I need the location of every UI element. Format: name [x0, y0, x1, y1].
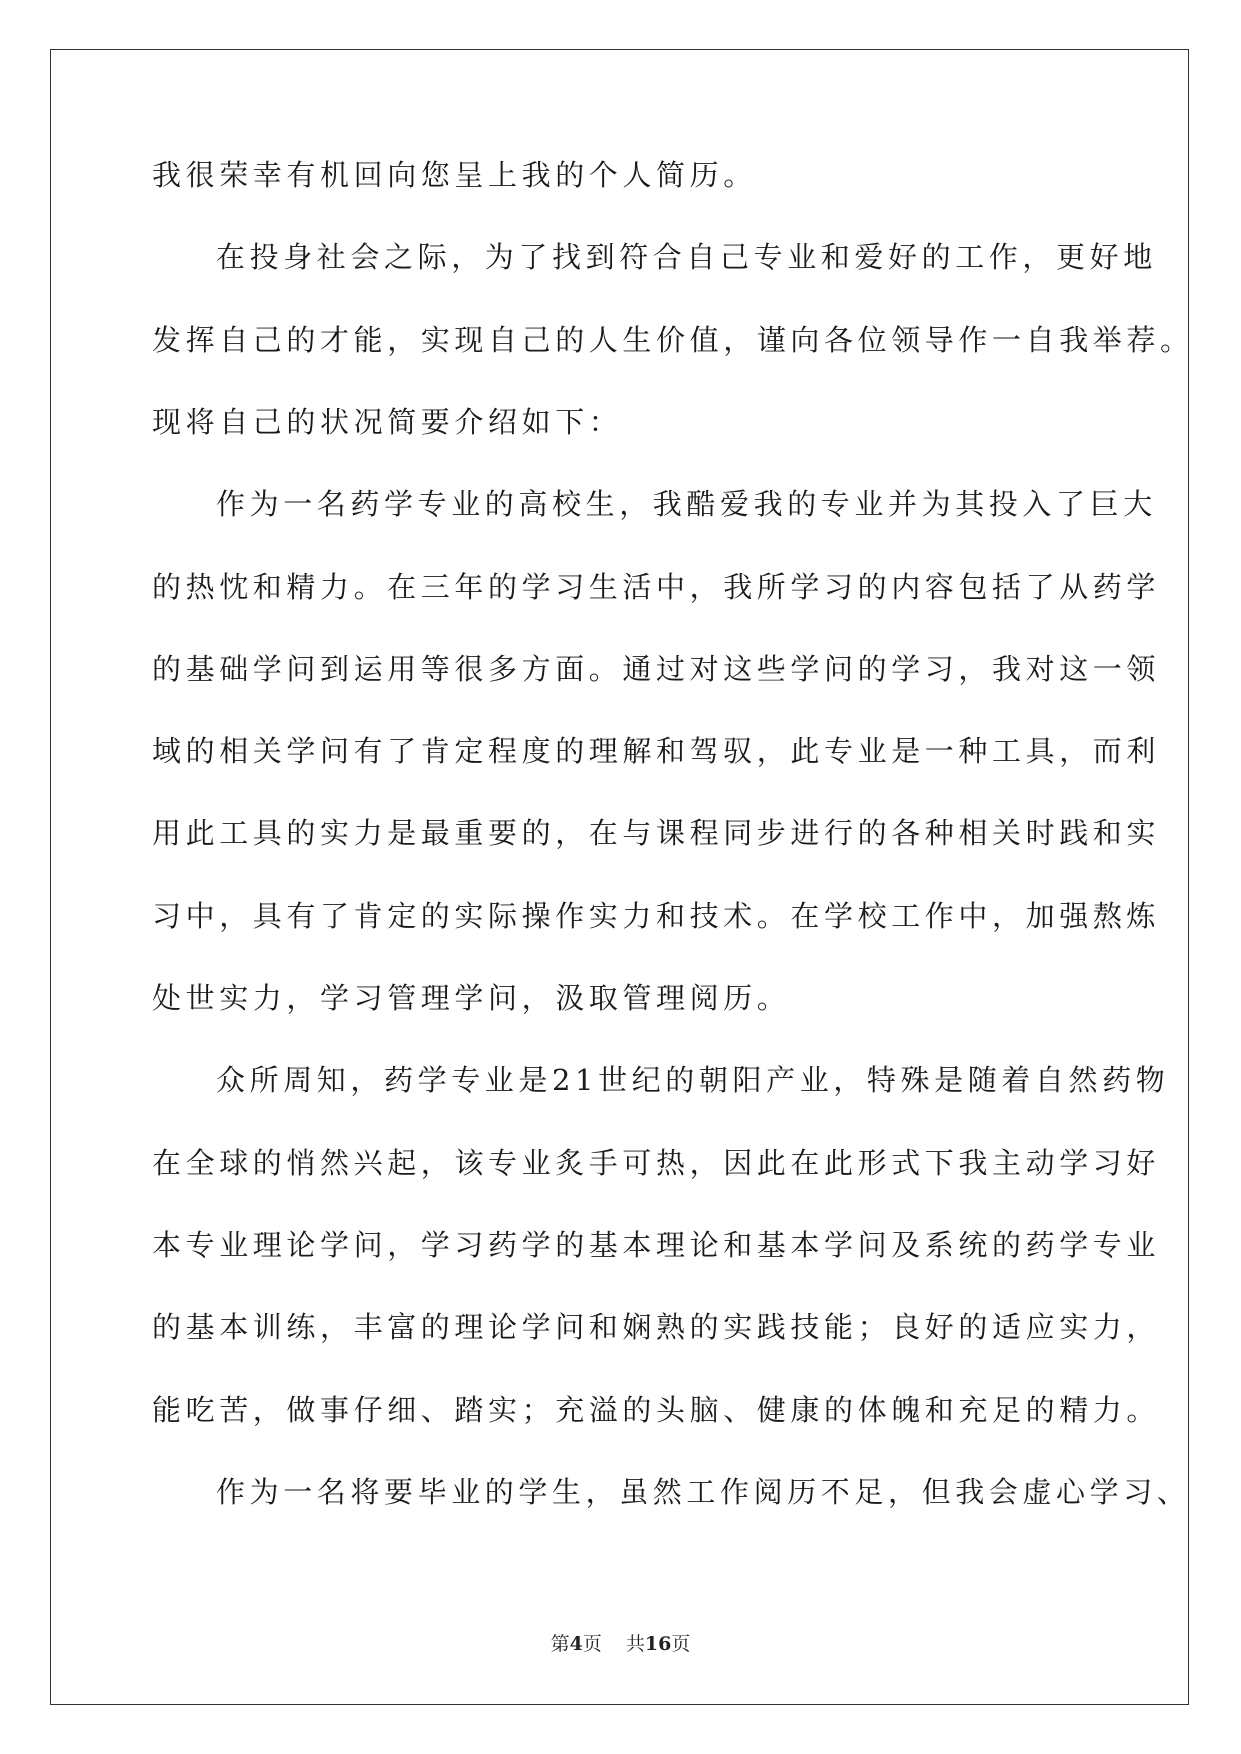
total-prefix: 共 [625, 1633, 645, 1655]
text-line: 用此工具的实力是最重要的，在与课程同步进行的各种相关时践和实 [152, 816, 1161, 850]
page-number: 4 [569, 1633, 583, 1655]
total-pages: 16 [644, 1633, 672, 1655]
text-line: 能吃苦，做事仔细、踏实；充溢的头脑、健康的体魄和充足的精力。 [152, 1393, 1161, 1427]
text-line: 的热忱和精力。在三年的学习生活中，我所学习的内容包括了从药学 [152, 570, 1161, 604]
text-line: 的基础学问到运用等很多方面。通过对这些学问的学习，我对这一领 [152, 652, 1161, 686]
text-line: 本专业理论学问，学习药学的基本理论和基本学问及系统的药学专业 [152, 1228, 1161, 1262]
text-line: 域的相关学问有了肯定程度的理解和驾驭，此专业是一种工具，而利 [152, 734, 1161, 768]
text-line: 在投身社会之际，为了找到符合自己专业和爱好的工作，更好地 [216, 240, 1157, 274]
text-line: 作为一名药学专业的高校生，我酷爱我的专业并为其投入了巨大 [216, 487, 1157, 521]
text-line: 现将自己的状况简要介绍如下： [152, 405, 623, 439]
text-line: 我很荣幸有机回向您呈上我的个人简历。 [152, 158, 757, 192]
text-line: 作为一名将要毕业的学生，虽然工作阅历不足，但我会虚心学习、 [216, 1475, 1191, 1509]
text-line: 众所周知，药学专业是21世纪的朝阳产业，特殊是随着自然药物 [216, 1063, 1170, 1097]
text-line: 发挥自己的才能，实现自己的人生价值，谨向各位领导作一自我举荐。 [152, 323, 1194, 357]
page-footer [0, 1632, 1241, 1656]
text-line: 在全球的悄然兴起，该专业炙手可热，因此在此形式下我主动学习好 [152, 1146, 1161, 1180]
text-line: 的基本训练，丰富的理论学问和娴熟的实践技能；良好的适应实力， [152, 1310, 1161, 1344]
page-border [50, 49, 1189, 1705]
total-suffix: 页 [671, 1633, 691, 1655]
page-prefix: 第 [550, 1633, 570, 1655]
text-line: 处世实力，学习管理学问，汲取管理阅历。 [152, 981, 791, 1015]
text-line: 习中，具有了肯定的实际操作实力和技术。在学校工作中，加强熬炼 [152, 899, 1161, 933]
page-suffix: 页 [582, 1633, 602, 1655]
